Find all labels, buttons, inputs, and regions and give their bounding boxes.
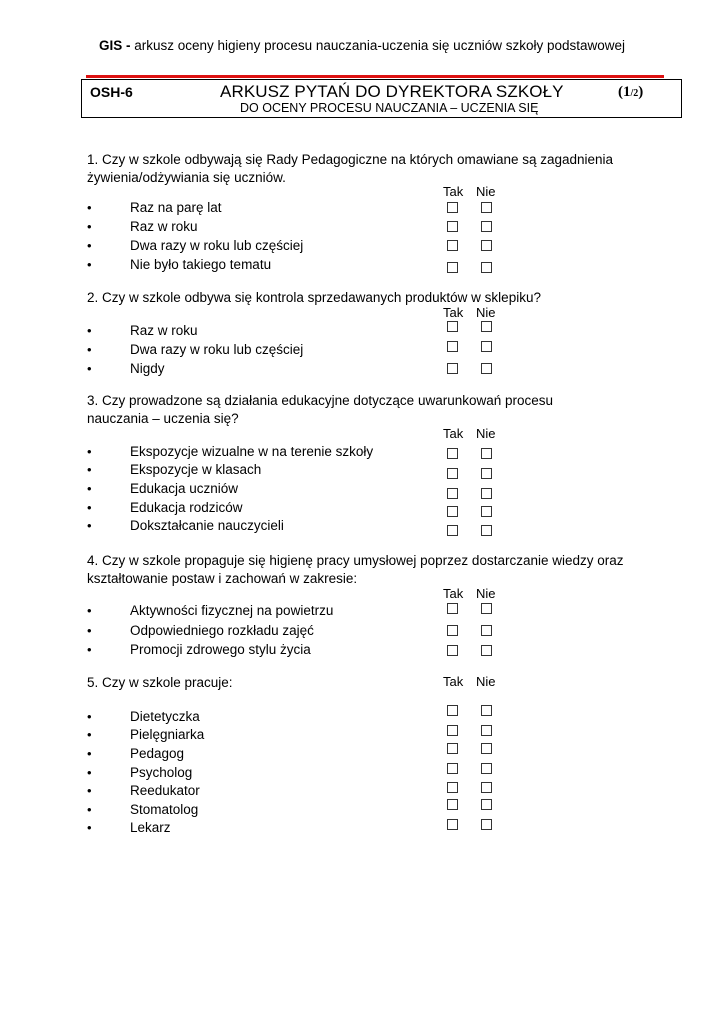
bullet: • bbox=[87, 623, 92, 638]
form-code: OSH-6 bbox=[90, 84, 133, 100]
bullet: • bbox=[87, 444, 92, 459]
checkbox-nie[interactable] bbox=[481, 819, 492, 830]
bullet: • bbox=[87, 462, 92, 477]
bullet: • bbox=[87, 257, 92, 272]
header-nie: Nie bbox=[476, 426, 496, 441]
question-line: 3. Czy prowadzone są działania edukacyjne dotyczące uwarunkowań procesu bbox=[87, 393, 554, 408]
page-number: (1/2) bbox=[618, 84, 644, 100]
question-line: nauczania – uczenia się? bbox=[87, 411, 239, 426]
page-current: 1 bbox=[623, 84, 631, 100]
checkbox-tak[interactable] bbox=[447, 202, 458, 213]
question-line: żywienia/odżywiania się uczniów. bbox=[87, 170, 286, 185]
question-line: 2. Czy w szkole odbywa się kontrola sprzedawanych produktów w sklepiku? bbox=[87, 290, 541, 305]
bullet: • bbox=[87, 342, 92, 357]
bullet: • bbox=[87, 481, 92, 496]
question-line: 1. Czy w szkole odbywają się Rady Pedagogiczne na których omawiane są zagadnienia bbox=[87, 152, 614, 167]
option-label: Lekarz bbox=[130, 820, 171, 835]
checkbox-nie[interactable] bbox=[481, 221, 492, 232]
checkbox-tak[interactable] bbox=[447, 363, 458, 374]
question-line: kształtowanie postaw i zachowań w zakresie: bbox=[87, 571, 358, 586]
checkbox-tak[interactable] bbox=[447, 506, 458, 517]
checkbox-tak[interactable] bbox=[447, 645, 458, 656]
checkbox-tak[interactable] bbox=[447, 221, 458, 232]
header-tak: Tak bbox=[443, 426, 464, 441]
option-label: Dwa razy w roku lub częściej bbox=[130, 342, 304, 357]
bullet: • bbox=[87, 219, 92, 234]
checkbox-nie[interactable] bbox=[481, 525, 492, 536]
question-line: 5. Czy w szkole pracuje: bbox=[87, 675, 233, 690]
option-label: Nie było takiego tematu bbox=[130, 257, 272, 272]
checkbox-tak[interactable] bbox=[447, 603, 458, 614]
bullet: • bbox=[87, 361, 92, 376]
checkbox-nie[interactable] bbox=[481, 725, 492, 736]
option-label: Odpowiedniego rozkładu zajęć bbox=[130, 623, 314, 638]
checkbox-nie[interactable] bbox=[481, 506, 492, 517]
bullet: • bbox=[87, 603, 92, 618]
checkbox-tak[interactable] bbox=[447, 240, 458, 251]
checkbox-tak[interactable] bbox=[447, 341, 458, 352]
bullet: • bbox=[87, 200, 92, 215]
checkbox-nie[interactable] bbox=[481, 202, 492, 213]
page-total: /2 bbox=[630, 88, 639, 99]
checkbox-tak[interactable] bbox=[447, 262, 458, 273]
answer-header bbox=[0, 184, 724, 200]
option-label: Raz w roku bbox=[130, 219, 198, 234]
checkbox-tak[interactable] bbox=[447, 819, 458, 830]
checkbox-nie[interactable] bbox=[481, 603, 492, 614]
option-label: Pedagog bbox=[130, 746, 185, 761]
checkbox-nie[interactable] bbox=[481, 782, 492, 793]
checkbox-nie[interactable] bbox=[481, 468, 492, 479]
question-text-1 bbox=[87, 151, 647, 187]
checkbox-nie[interactable] bbox=[481, 321, 492, 332]
answer-header bbox=[0, 305, 724, 321]
option-label: Reedukator bbox=[130, 783, 200, 798]
bullet: • bbox=[87, 642, 92, 657]
checkbox-nie[interactable] bbox=[481, 262, 492, 273]
checkbox-nie[interactable] bbox=[481, 705, 492, 716]
checkbox-tak[interactable] bbox=[447, 799, 458, 810]
option-label: Dietetyczka bbox=[130, 709, 200, 724]
header-subtitle: arkusz oceny higieny procesu nauczania-uczenia się uczniów szkoły podstawowej bbox=[134, 38, 626, 53]
option-label: Pielęgniarka bbox=[130, 727, 205, 742]
bullet: • bbox=[87, 802, 92, 817]
option-label: Raz w roku bbox=[130, 323, 198, 338]
checkbox-nie[interactable] bbox=[481, 363, 492, 374]
header-gis: GIS - bbox=[98, 38, 131, 53]
header-tak: Tak bbox=[443, 305, 464, 320]
checkbox-nie[interactable] bbox=[481, 240, 492, 251]
checkbox-tak[interactable] bbox=[447, 763, 458, 774]
header-tak: Tak bbox=[443, 184, 464, 199]
bullet: • bbox=[87, 783, 92, 798]
option-label: Psycholog bbox=[130, 765, 193, 780]
document-header bbox=[0, 38, 724, 53]
red-rule bbox=[86, 75, 664, 78]
checkbox-tak[interactable] bbox=[447, 448, 458, 459]
checkbox-tak[interactable] bbox=[447, 625, 458, 636]
answer-header bbox=[0, 674, 724, 690]
header-tak: Tak bbox=[443, 674, 464, 689]
option-label: Promocji zdrowego stylu życia bbox=[130, 642, 311, 657]
header-nie: Nie bbox=[476, 586, 496, 601]
answer-header bbox=[0, 586, 724, 602]
bullet: • bbox=[87, 500, 92, 515]
checkbox-tak[interactable] bbox=[447, 725, 458, 736]
header-nie: Nie bbox=[476, 184, 496, 199]
answer-header bbox=[0, 426, 724, 442]
checkbox-nie[interactable] bbox=[481, 645, 492, 656]
checkbox-nie[interactable] bbox=[481, 743, 492, 754]
bullet: • bbox=[87, 709, 92, 724]
form-subtitle: DO OCENY PROCESU NAUCZANIA – UCZENIA SIĘ bbox=[240, 101, 539, 115]
bullet: • bbox=[87, 323, 92, 338]
option-label: Nigdy bbox=[130, 361, 165, 376]
form-title: ARKUSZ PYTAŃ DO DYREKTORA SZKOŁY bbox=[220, 82, 564, 101]
question-text-3 bbox=[87, 392, 647, 428]
question-text-4 bbox=[87, 552, 647, 588]
option-label: Dwa razy w roku lub częściej bbox=[130, 238, 304, 253]
checkbox-tak[interactable] bbox=[447, 782, 458, 793]
checkbox-tak[interactable] bbox=[447, 705, 458, 716]
checkbox-tak[interactable] bbox=[447, 525, 458, 536]
bullet: • bbox=[87, 518, 92, 533]
checkbox-nie[interactable] bbox=[481, 448, 492, 459]
checkbox-tak[interactable] bbox=[447, 743, 458, 754]
checkbox-nie[interactable] bbox=[481, 763, 492, 774]
bullet: • bbox=[87, 746, 92, 761]
header-nie: Nie bbox=[476, 305, 496, 320]
checkbox-nie[interactable] bbox=[481, 799, 492, 810]
bullet: • bbox=[87, 238, 92, 253]
bullet: • bbox=[87, 820, 92, 835]
option-label: Ekspozycje w klasach bbox=[130, 462, 262, 477]
bullet: • bbox=[87, 765, 92, 780]
question-line: 4. Czy w szkole propaguje się higienę pracy umysłowej poprzez dostarczanie wiedzy oraz bbox=[87, 553, 624, 568]
bullet: • bbox=[87, 727, 92, 742]
option-label: Edukacja rodziców bbox=[130, 500, 243, 515]
checkbox-nie[interactable] bbox=[481, 625, 492, 636]
checkbox-nie[interactable] bbox=[481, 341, 492, 352]
option-label: Ekspozycje wizualne w na terenie szkoły bbox=[130, 444, 374, 459]
checkbox-tak[interactable] bbox=[447, 488, 458, 499]
checkbox-tak[interactable] bbox=[447, 321, 458, 332]
option-label: Dokształcanie nauczycieli bbox=[130, 518, 284, 533]
option-label: Stomatolog bbox=[130, 802, 199, 817]
option-label: Raz na parę lat bbox=[130, 200, 222, 215]
option-label: Aktywności fizycznej na powietrzu bbox=[130, 603, 334, 618]
checkbox-tak[interactable] bbox=[447, 468, 458, 479]
checkbox-nie[interactable] bbox=[481, 488, 492, 499]
option-label: Edukacja uczniów bbox=[130, 481, 239, 496]
header-tak: Tak bbox=[443, 586, 464, 601]
header-nie: Nie bbox=[476, 674, 496, 689]
